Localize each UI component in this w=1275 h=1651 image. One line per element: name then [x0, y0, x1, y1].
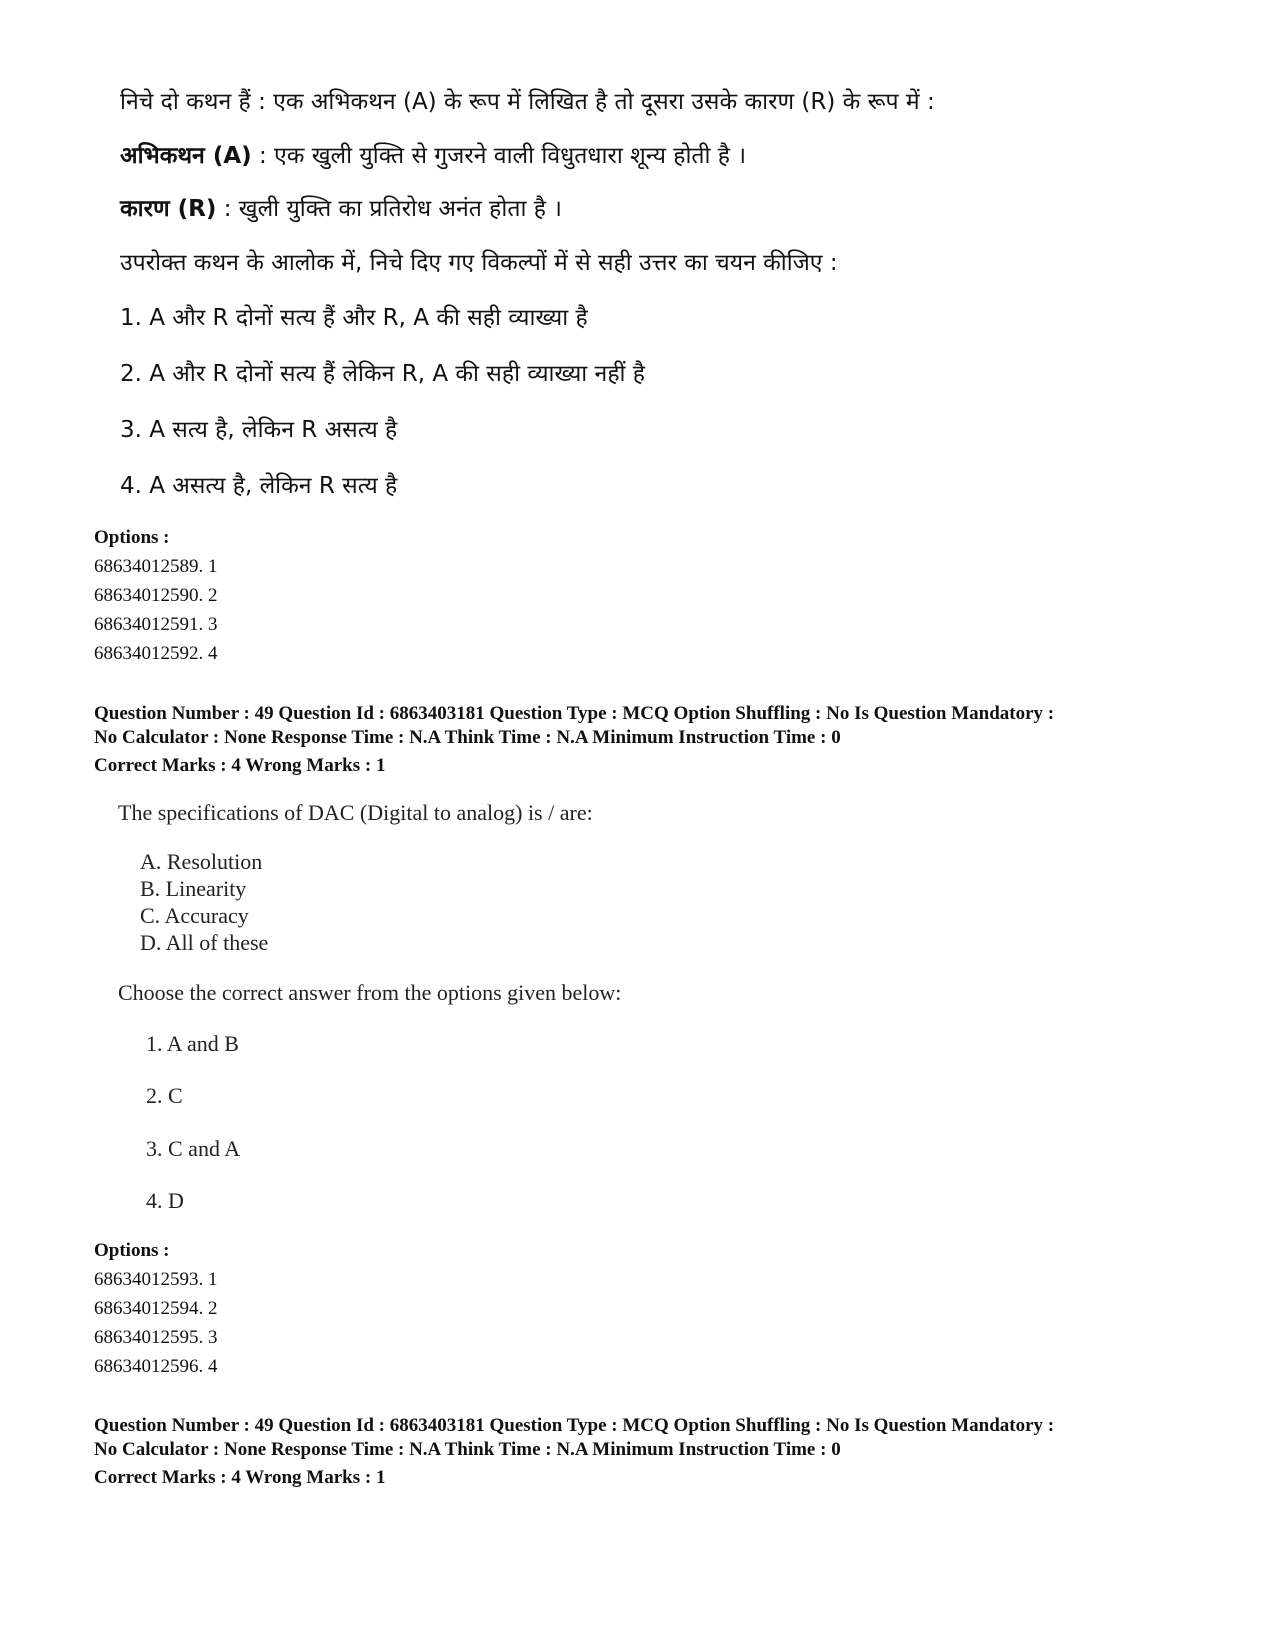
q49-choice-2: 2. C: [146, 1083, 183, 1108]
q48-intro: निचे दो कथन हैं : एक अभिकथन (A) के रूप में लिखित है तो दूसरा उसके कारण (R) के रूप में :: [120, 89, 935, 115]
q48-instruction: उपरोक्त कथन के आलोक में, निचे दिए गए विकल्पों में से सही उत्तर का चयन कीजिए :: [120, 250, 838, 276]
q48-choice-3: 3. A सत्य है, लेकिन R असत्य है: [120, 417, 398, 443]
option-item: 68634012593. 1: [94, 1269, 218, 1290]
q49-item: C. Accuracy: [140, 903, 249, 928]
option-item: 68634012592. 4: [94, 643, 218, 664]
meta-line: No Calculator : None Response Time : N.A Think Time : N.A Minimum Instruction Time : 0: [94, 1439, 841, 1460]
question-meta-1: [94, 702, 1054, 778]
assertion-label: अभिकथन (A): [120, 143, 252, 169]
option-item: 68634012589. 1: [94, 556, 218, 577]
q49-item: D. All of these: [140, 930, 269, 955]
question-meta-2: [94, 1414, 1054, 1490]
option-item: 68634012590. 2: [94, 585, 218, 606]
q48-choice-4: 4. A असत्य है, लेकिन R सत्य है: [120, 473, 398, 499]
meta-line: Question Number : 49 Question Id : 6863403181 Question Type : MCQ Option Shuffling : No Is Question Mandatory :: [94, 703, 1055, 724]
meta-marks: Correct Marks : 4 Wrong Marks : 1: [94, 1467, 386, 1488]
q49-item: B. Linearity: [140, 876, 247, 901]
meta-line: Question Number : 49 Question Id : 6863403181 Question Type : MCQ Option Shuffling : No Is Question Mandatory :: [94, 1415, 1055, 1436]
q48-options: [94, 523, 218, 668]
q49-options: [94, 1236, 218, 1381]
q49-choice-3: 3. C and A: [146, 1136, 241, 1161]
q49-choice-4: 4. D: [146, 1188, 184, 1213]
assertion-text: : एक खुली युक्ति से गुजरने वाली विधुतधारा शून्य होती है ।: [251, 143, 747, 169]
q49-item: A. Resolution: [140, 849, 263, 874]
options-header: Options :: [94, 527, 170, 548]
q48-choice-1: 1. A और R दोनों सत्य हैं और R, A की सही व्याख्या है: [120, 305, 588, 331]
reason-text: : खुली युक्ति का प्रतिरोध अनंत होता है ।: [216, 196, 562, 222]
meta-marks: Correct Marks : 4 Wrong Marks : 1: [94, 755, 386, 776]
reason-label: कारण (R): [120, 196, 217, 222]
option-item: 68634012595. 3: [94, 1327, 218, 1348]
q48-choice-2: 2. A और R दोनों सत्य हैं लेकिन R, A की सही व्याख्या नहीं है: [120, 361, 646, 387]
options-header: Options :: [94, 1240, 170, 1261]
option-item: 68634012594. 2: [94, 1298, 218, 1319]
q48-reason: [120, 191, 562, 223]
q49-items: [140, 848, 268, 956]
meta-line: No Calculator : None Response Time : N.A Think Time : N.A Minimum Instruction Time : 0: [94, 727, 841, 748]
q49-stem: The specifications of DAC (Digital to analog) is / are:: [118, 800, 593, 825]
option-item: 68634012591. 3: [94, 614, 218, 635]
option-item: 68634012596. 4: [94, 1356, 218, 1377]
q49-instruction: Choose the correct answer from the options given below:: [118, 980, 622, 1005]
q48-assertion: [120, 138, 746, 170]
q49-choice-1: 1. A and B: [146, 1031, 239, 1056]
